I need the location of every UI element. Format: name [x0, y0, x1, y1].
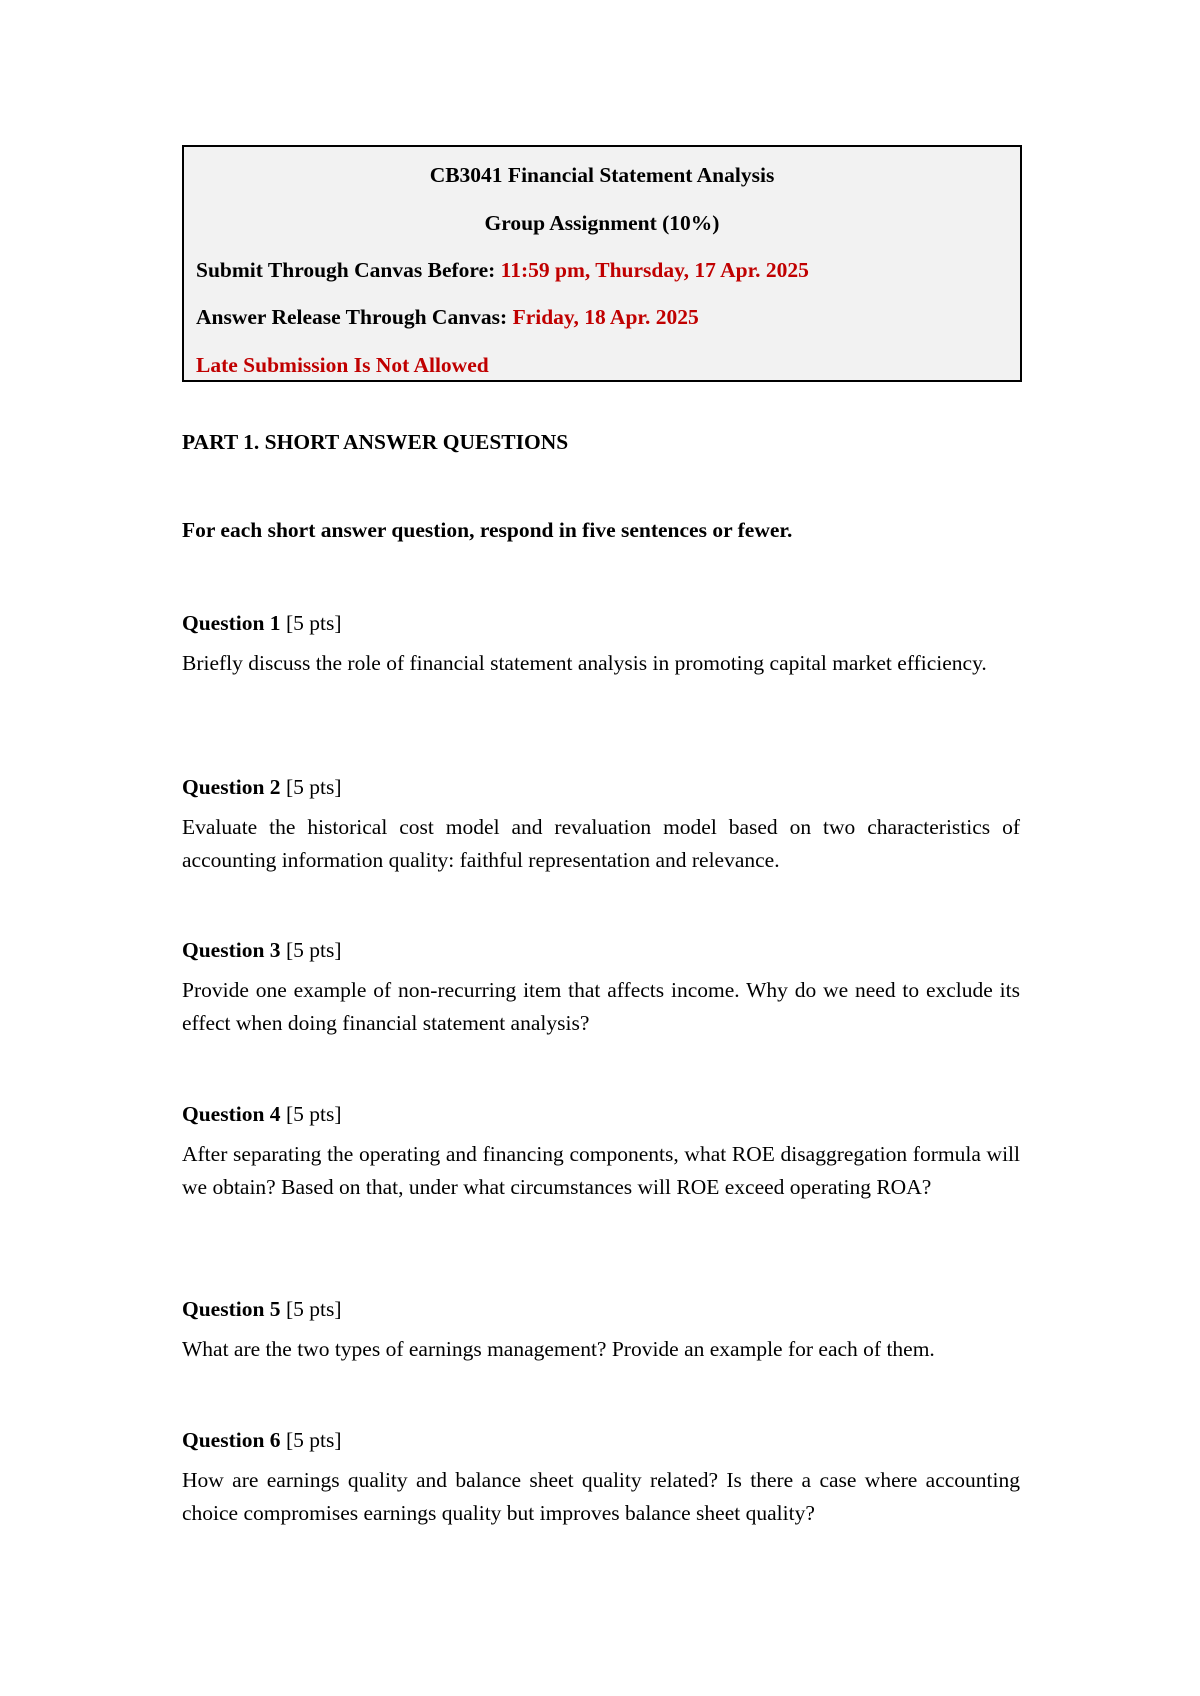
question-label: Question 3 [182, 938, 281, 962]
question-text: Briefly discuss the role of financial statement analysis in promoting capital market efficiency. [182, 651, 987, 675]
assignment-title: Group Assignment (10%) [484, 211, 720, 235]
question-heading [182, 936, 1020, 964]
part-instruction: For each short answer question, respond in five sentences or fewer. [182, 518, 793, 542]
question-2 [182, 773, 1020, 876]
question-text: After separating the operating and financing components, what ROE disaggregation formula will we obtain? Based on that, under what circumstances will ROE exceed operating ROA? [182, 1142, 1020, 1199]
question-5 [182, 1295, 1020, 1366]
course-title: CB3041 Financial Statement Analysis [429, 163, 775, 187]
question-heading [182, 1426, 1020, 1454]
question-3 [182, 936, 1020, 1039]
question-text: Provide one example of non-recurring item that affects income. Why do we need to exclude its effect when doing financial statement analysis? [182, 978, 1020, 1035]
question-heading [182, 773, 1020, 801]
question-heading [182, 609, 1020, 637]
release-date: Friday, 18 Apr. 2025 [512, 305, 699, 329]
question-text: Evaluate the historical cost model and revaluation model based on two characteristics of accounting information quality: faithful representation and relevance. [182, 815, 1020, 872]
question-4 [182, 1100, 1020, 1203]
question-label: Question 2 [182, 775, 281, 799]
submit-deadline: 11:59 pm, Thursday, 17 Apr. 2025 [500, 258, 809, 282]
question-points: [5 pts] [280, 611, 342, 635]
question-text: How are earnings quality and balance sheet quality related? Is there a case where accounting choice compromises earnings quality but improves balance sheet quality? [182, 1468, 1020, 1525]
question-1 [182, 609, 1020, 680]
question-heading [182, 1100, 1020, 1128]
question-points: [5 pts] [280, 1428, 342, 1452]
question-label: Question 4 [182, 1102, 281, 1126]
late-submission-notice: Late Submission Is Not Allowed [196, 353, 489, 377]
answer-release-line [196, 304, 1008, 330]
question-points: [5 pts] [280, 1102, 342, 1126]
question-points: [5 pts] [280, 1297, 342, 1321]
question-label: Question 1 [182, 611, 281, 635]
submit-label: Submit Through Canvas Before: [196, 258, 501, 282]
assignment-header-box [182, 145, 1022, 382]
question-points: [5 pts] [280, 938, 342, 962]
question-text: What are the two types of earnings management? Provide an example for each of them. [182, 1337, 935, 1361]
part-title: PART 1. SHORT ANSWER QUESTIONS [182, 430, 569, 454]
question-label: Question 5 [182, 1297, 281, 1321]
question-heading [182, 1295, 1020, 1323]
question-6 [182, 1426, 1020, 1529]
release-label: Answer Release Through Canvas: [196, 305, 513, 329]
submit-deadline-line [196, 257, 1008, 283]
question-label: Question 6 [182, 1428, 281, 1452]
question-points: [5 pts] [280, 775, 342, 799]
